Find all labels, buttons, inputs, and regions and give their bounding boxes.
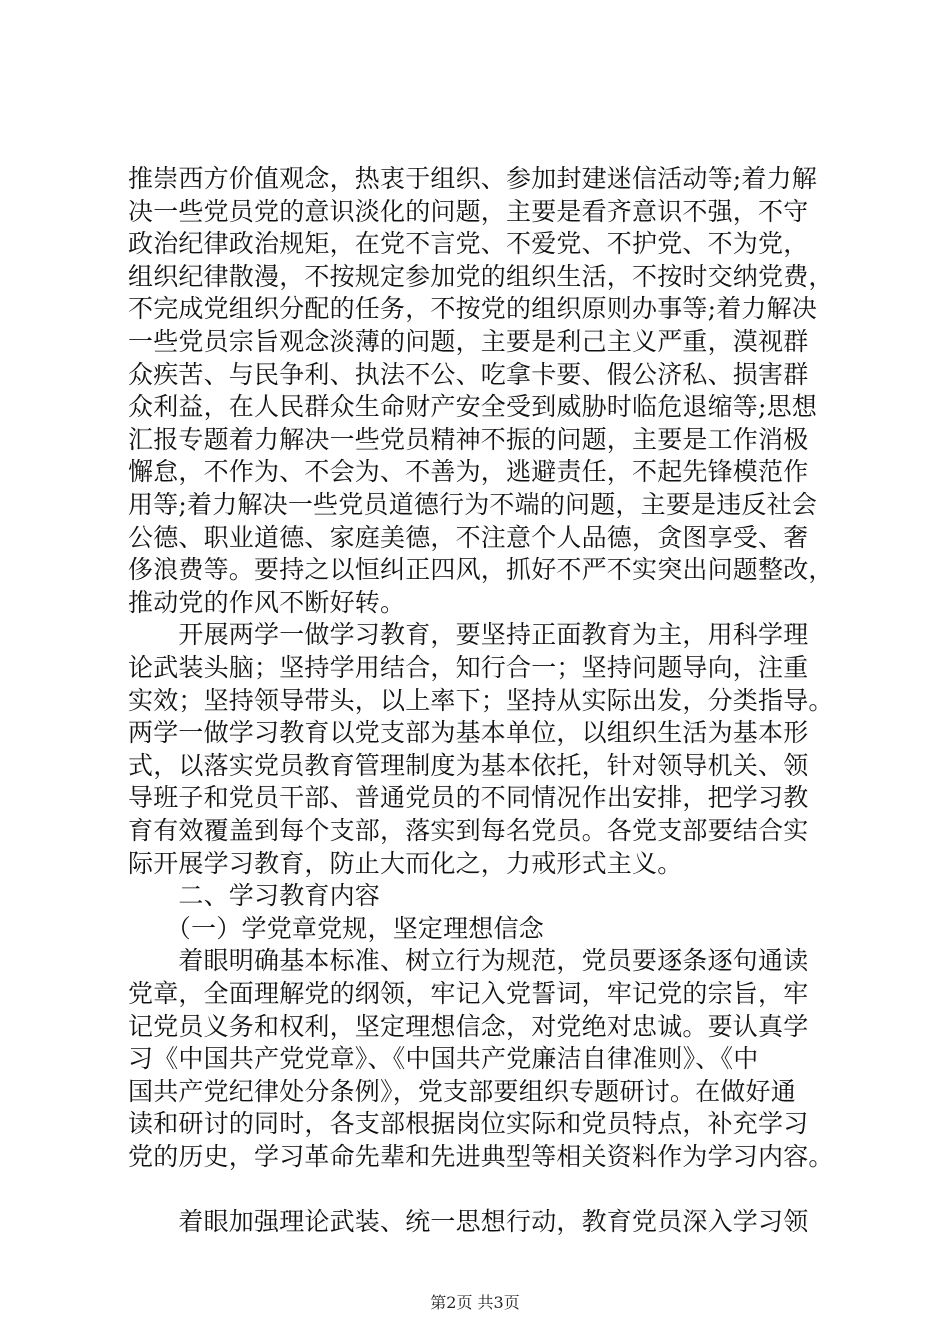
text-line: 组织纪律散漫，不按规定参加党的组织生活，不按时交纳党费， xyxy=(128,262,834,291)
text-line: 导班子和党员干部、普通党员的不同情况作出安排，把学习教 xyxy=(128,783,809,812)
text-line: 推动党的作风不断好转。 xyxy=(128,588,406,617)
text-line: 育有效覆盖到每个支部，落实到每名党员。各党支部要结合实 xyxy=(128,816,809,845)
text-line: 政治纪律政治规矩，在党不言党、不爱党、不护党、不为党， xyxy=(128,229,809,258)
text-line: 决一些党员党的意识淡化的问题，主要是看齐意识不强，不守 xyxy=(128,197,809,226)
text-line: 众利益，在人民群众生命财产安全受到威胁时临危退缩等;思想 xyxy=(128,392,818,421)
text-line: 实效；坚持领导带头，以上率下；坚持从实际出发，分类指导。 xyxy=(128,686,834,715)
text-line: 党的历史，学习革命先辈和先进典型等相关资料作为学习内容。 xyxy=(128,1142,834,1171)
text-line: 论武装头脑；坚持学用结合，知行合一；坚持问题导向，注重 xyxy=(128,653,809,682)
text-line: 汇报专题着力解决一些党员精神不振的问题，主要是工作消极 xyxy=(128,425,809,454)
text-line: 读和研讨的同时，各支部根据岗位实际和党员特点，补充学习 xyxy=(128,1109,809,1138)
text-line: 侈浪费等。要持之以恒纠正四风，抓好不严不实突出问题整改， xyxy=(128,555,834,584)
text-line: （一）学党章党规，坚定理想信念 xyxy=(128,914,544,943)
text-line: 式，以落实党员教育管理制度为基本依托，针对领导机关、领 xyxy=(128,751,809,780)
text-line: 着眼加强理论武装、统一思想行动，教育党员深入学习领 xyxy=(128,1207,809,1236)
text-line: 党章，全面理解党的纲领，牢记入党誓词，牢记党的宗旨，牢 xyxy=(128,979,809,1008)
text-line: 众疾苦、与民争利、执法不公、吃拿卡要、假公济私、损害群 xyxy=(128,360,809,389)
text-line: 两学一做学习教育以党支部为基本单位，以组织生活为基本形 xyxy=(128,718,809,747)
text-line: 国共产党纪律处分条例》，党支部要组织专题研讨。在做好通 xyxy=(128,1077,796,1106)
text-line: 公德、职业道德、家庭美德，不注意个人品德，贪图享受、奢 xyxy=(128,523,809,552)
text-line: 习《中国共产党党章》、《中国共产党廉洁自律准则》、《中 xyxy=(128,1044,759,1073)
text-line: 着眼明确基本标准、树立行为规范，党员要逐条逐句通读 xyxy=(128,946,809,975)
text-line: 开展两学一做学习教育，要坚持正面教育为主，用科学理 xyxy=(128,620,809,649)
text-line: 用等;着力解决一些党员道德行为不端的问题，主要是违反社会 xyxy=(128,490,818,519)
text-line: 懈怠，不作为、不会为、不善为，逃避责任，不起先锋模范作 xyxy=(128,457,809,486)
text-line: 际开展学习教育，防止大而化之，力戒形式主义。 xyxy=(128,849,683,878)
text-line: 不完成党组织分配的任务，不按党的组织原则办事等;着力解决 xyxy=(128,294,818,323)
text-line: 二、学习教育内容 xyxy=(128,881,381,910)
page-footer: 第2页 共3页 xyxy=(430,1293,520,1312)
text-line: 记党员义务和权利，坚定理想信念，对党绝对忠诚。要认真学 xyxy=(128,1012,809,1041)
text-line: 一些党员宗旨观念淡薄的问题，主要是利己主义严重，漠视群 xyxy=(128,327,809,356)
text-line: 推崇西方价值观念，热衷于组织、参加封建迷信活动等;着力解 xyxy=(128,164,818,193)
